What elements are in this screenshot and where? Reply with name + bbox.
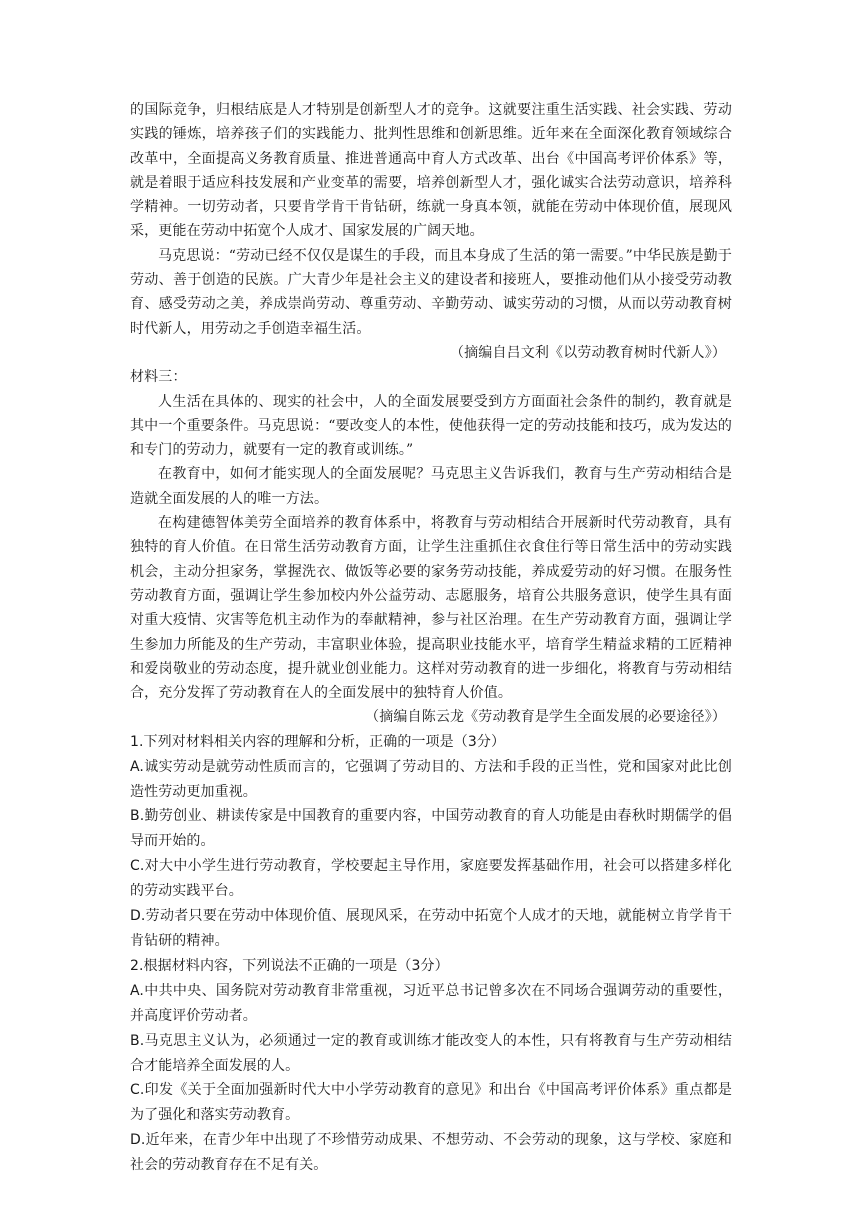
material-two-paragraph-2: 马克思说：“劳动已经不仅仅是谋生的手段，而且本身成了生活的第一需要。”中华民族是勤于劳动、善于创造的民族。广大青少年是社会主义的建设者和接班人，要推动他们从小接受劳动教育、感受劳动之美，养成崇尚劳动、尊重劳动、辛勤劳动、诚实劳动的习惯，从而以劳动教育树时代新人，用劳动之手创造幸福生活。 — [130, 247, 732, 337]
exam-page — [130, 98, 732, 1178]
option-b: B.勤劳创业、耕读传家是中国教育的重要内容，中国劳动教育的育人功能是由春秋时期儒学的倡导而开始的。 — [130, 808, 732, 850]
question-stem: 2.根据材料内容，下列说法不正确的一项是（3分） — [130, 957, 449, 974]
question-1 — [130, 730, 732, 954]
option-a: A.中共中央、国务院对劳动教育非常重视，习近平总书记曾多次在不同场合强调劳动的重要性，并高度评价劳动者。 — [130, 982, 732, 1024]
material-three-paragraph-1: 人生活在具体的、现实的社会中，人的全面发展要受到方方面面社会条件的制约，教育就是其中一个重要条件。马克思说：“要改变人的本性，使他获得一定的劳动技能和技巧，成为发达的和专门的劳动力，就要有一定的教育或训练。” — [130, 393, 732, 459]
option-d: D.劳动者只要在劳动中体现价值、展现风采，在劳动中拓宽个人成才的天地，就能树立肯学肯干肯钻研的精神。 — [130, 908, 732, 949]
option-c: C.印发《关于全面加强新时代大中小学劳动教育的意见》和出台《中国高考评价体系》重点都是为了强化和落实劳动教育。 — [130, 1082, 732, 1124]
option-a: A.诚实劳动是就劳动性质而言的，它强调了劳动目的、方法和手段的正当性，党和国家对此比创造性劳动更加重视。 — [130, 758, 732, 800]
material-three-section — [130, 365, 732, 729]
question-stem: 1.下列对材料相关内容的理解和分析，正确的一项是（3分） — [130, 733, 506, 750]
material-two-source: （摘编自吕文利《以劳动教育树时代新人》） — [450, 344, 726, 361]
option-d: D.近年来，在青少年中出现了不珍惜劳动成果、不想劳动、不会劳动的现象，这与学校、家庭和社会的劳动教育存在不足有关。 — [130, 1132, 732, 1174]
questions-section — [130, 730, 732, 1178]
material-two-paragraph-1: 的国际竞争，归根结底是人才特别是创新型人才的竞争。这就要注重生活实践、社会实践、劳动实践的锤炼，培养孩子们的实践能力、批判性思维和创新思维。近年来在全面深化教育领域综合改革中，全面提高义务教育质量、推进普通高中育人方式改革、出台《中国高考评价体系》等，就是着眼于适应科技发展和产业变革的需要，培养创新型人才，强化诚实合法劳动意识，培养科学精神。一切劳动者，只要肯学肯干肯钻研，练就一身真本领，就能在劳动中体现价值，展现风采，更能在劳动中拓宽个人成才、国家发展的广阔天地。 — [130, 102, 732, 240]
option-c: C.对大中小学生进行劳动教育，学校要起主导作用，家庭要发挥基础作用，社会可以搭建多样化的劳动实践平台。 — [130, 858, 732, 900]
question-2 — [130, 954, 732, 1178]
material-three-heading: 材料三： — [130, 369, 187, 386]
material-three-paragraph-2: 在教育中，如何才能实现人的全面发展呢？马克思主义告诉我们，教育与生产劳动相结合是造就全面发展的人的唯一方法。 — [130, 466, 732, 507]
material-three-paragraph-3: 在构建德智体美劳全面培养的教育体系中，将教育与劳动相结合开展新时代劳动教育，具有独特的育人价值。在日常生活劳动教育方面，让学生注重抓住衣食住行等日常生活中的劳动实践机会，主动分担家务，掌握洗衣、做饭等必要的家务劳动技能，养成爱劳动的好习惯。在服务性劳动教育方面，强调让学生参加校内外公益劳动、志愿服务，培育公共服务意识，使学生具有面对重大疫情、灾害等危机主动作为的奉献精神，参与社区治理。在生产劳动教育方面，强调让学生参加力所能及的生产劳动，丰富职业体验，提高职业技能水平，培育学生精益求精的工匠精神和爱岗敬业的劳动态度，提升就业创业能力。这样对劳动教育的进一步细化，将教育与劳动相结合，充分发挥了劳动教育在人的全面发展中的独特育人价值。 — [130, 515, 732, 702]
material-three-source: （摘编自陈云龙《劳动教育是学生全面发展的必要途径》） — [365, 709, 726, 726]
material-two-section — [130, 98, 732, 365]
option-b: B.马克思主义认为，必须通过一定的教育或训练才能改变人的本性，只有将教育与生产劳动相结合才能培养全面发展的人。 — [130, 1032, 732, 1074]
